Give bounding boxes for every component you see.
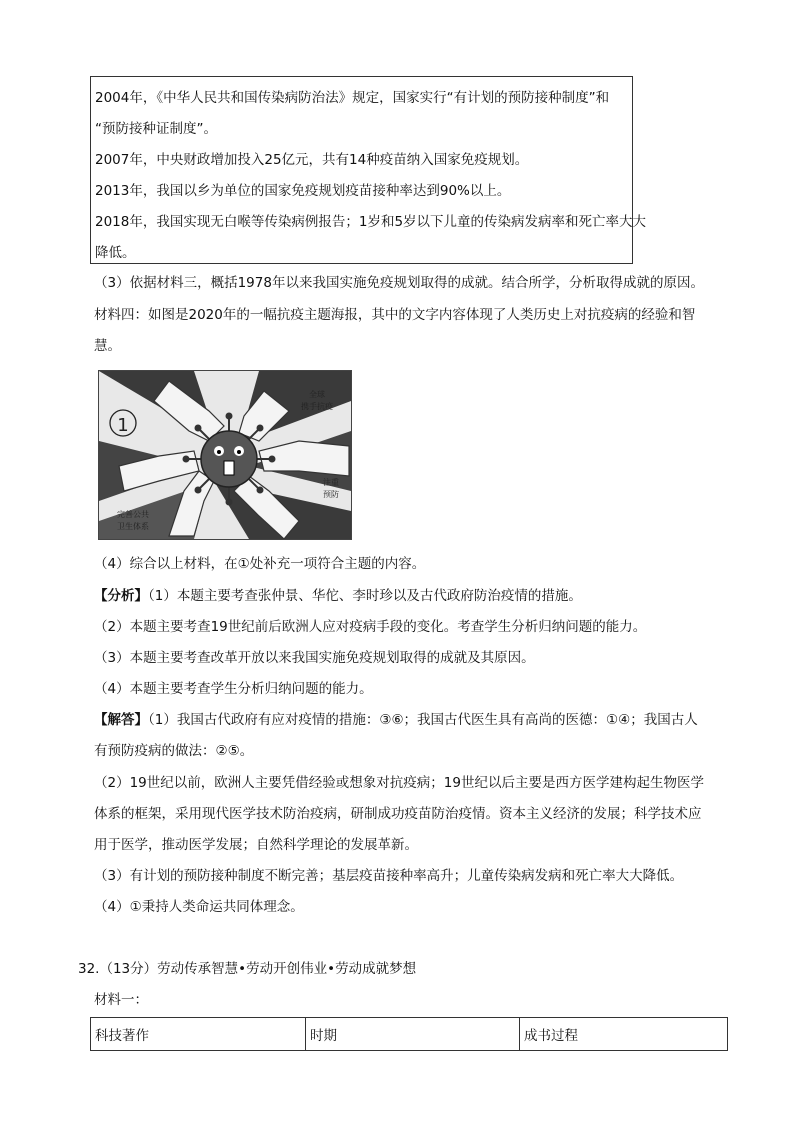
answer-line4: 体系的框架，采用现代医学技术防治疫病，研制成功疫苗防治疫情。资本主义经济的发展；科学技术应 <box>94 806 702 822</box>
material3-line: 2013年，我国以乡为单位的国家免疫规划疫苗接种率达到90%以上。 <box>95 183 511 199</box>
material3-line: 2004年，《中华人民共和国传染病防治法》规定，国家实行“有计划的预防接种制度”和 <box>95 90 610 106</box>
analysis-line3: （3）本题主要考查改革开放以来我国实施免疫规划取得的成就及其原因。 <box>94 650 535 666</box>
circled-number: 1 <box>117 415 129 436</box>
poster-text-right-2: 预防 <box>323 490 339 499</box>
analysis-line4: （4）本题主要考查学生分析归纳问题的能力。 <box>94 681 373 697</box>
poster-text-bottom-left-2: 卫生体系 <box>117 522 149 531</box>
table-header-cell: 科技著作 <box>91 1018 306 1051</box>
table-header-row <box>91 1018 728 1051</box>
poster-text-top-right-1: 全球 <box>309 390 325 399</box>
answer-line7: （4）①秉持人类命运共同体理念。 <box>94 899 304 915</box>
poster-illustration <box>99 371 351 539</box>
question-4: （4）综合以上材料，在①处补充一项符合主题的内容。 <box>94 556 426 572</box>
answer-label: 【解答】 <box>94 712 148 728</box>
poster-text-right-1: 注重 <box>323 478 339 487</box>
material3-line: “预防接种证制度”。 <box>95 121 217 137</box>
analysis-text: （1）本题主要考查张仲景、华佗、李时珍以及古代政府防治疫情的措施。 <box>148 588 582 604</box>
material4-line2: 慧。 <box>94 338 121 354</box>
virus-icon <box>183 413 276 506</box>
table-header-cell: 成书过程 <box>520 1018 728 1051</box>
answer-line5: 用于医学，推动医学发展；自然科学理论的发展革新。 <box>94 837 418 853</box>
material3-line: 2018年，我国实现无白喉等传染病例报告；1岁和5岁以下儿童的传染病发病率和死亡率大大 <box>95 214 647 230</box>
material4-line1: 材料四：如图是2020年的一幅抗疫主题海报，其中的文字内容体现了人类历史上对抗疫病的经验和智 <box>94 307 696 323</box>
tech-works-table <box>90 1017 728 1051</box>
analysis-line1 <box>94 586 582 606</box>
answer-text: （1）我国古代政府有应对疫情的措施：③⑥；我国古代医生具有高尚的医德：①④；我国古人 <box>148 712 698 728</box>
material3-line: 2007年，中央财政增加投入25亿元，共有14种疫苗纳入国家免疫规划。 <box>95 152 529 168</box>
poster-text-top-right-2: 携手抗疫 <box>301 402 333 411</box>
material3-line: 降低。 <box>95 245 136 261</box>
material1-label: 材料一： <box>94 992 148 1008</box>
analysis-line2: （2）本题主要考查19世纪前后欧洲人应对疫病手段的变化。考查学生分析归纳问题的能力。 <box>94 619 647 635</box>
material3-box <box>90 76 647 264</box>
anti-epidemic-poster <box>98 370 352 540</box>
question-3: （3）依据材料三，概括1978年以来我国实施免疫规划取得的成就。结合所学，分析取得成就的原因。 <box>94 275 704 291</box>
table-header-cell: 时期 <box>306 1018 520 1051</box>
answer-line3: （2）19世纪以前，欧洲人主要凭借经验或想象对抗疫病；19世纪以后主要是西方医学建构起生物医学 <box>94 775 704 791</box>
analysis-label: 【分析】 <box>94 588 148 604</box>
question-32-title: 32.（13分）劳动传承智慧•劳动开创伟业•劳动成就梦想 <box>78 961 417 977</box>
answer-line1 <box>94 710 698 730</box>
poster-text-bottom-left-1: 完善公共 <box>117 510 149 519</box>
answer-line2: 有预防疫病的做法：②⑤。 <box>94 743 254 759</box>
answer-line6: （3）有计划的预防接种制度不断完善；基层疫苗接种率高升；儿童传染病发病和死亡率大大降低。 <box>94 868 684 884</box>
